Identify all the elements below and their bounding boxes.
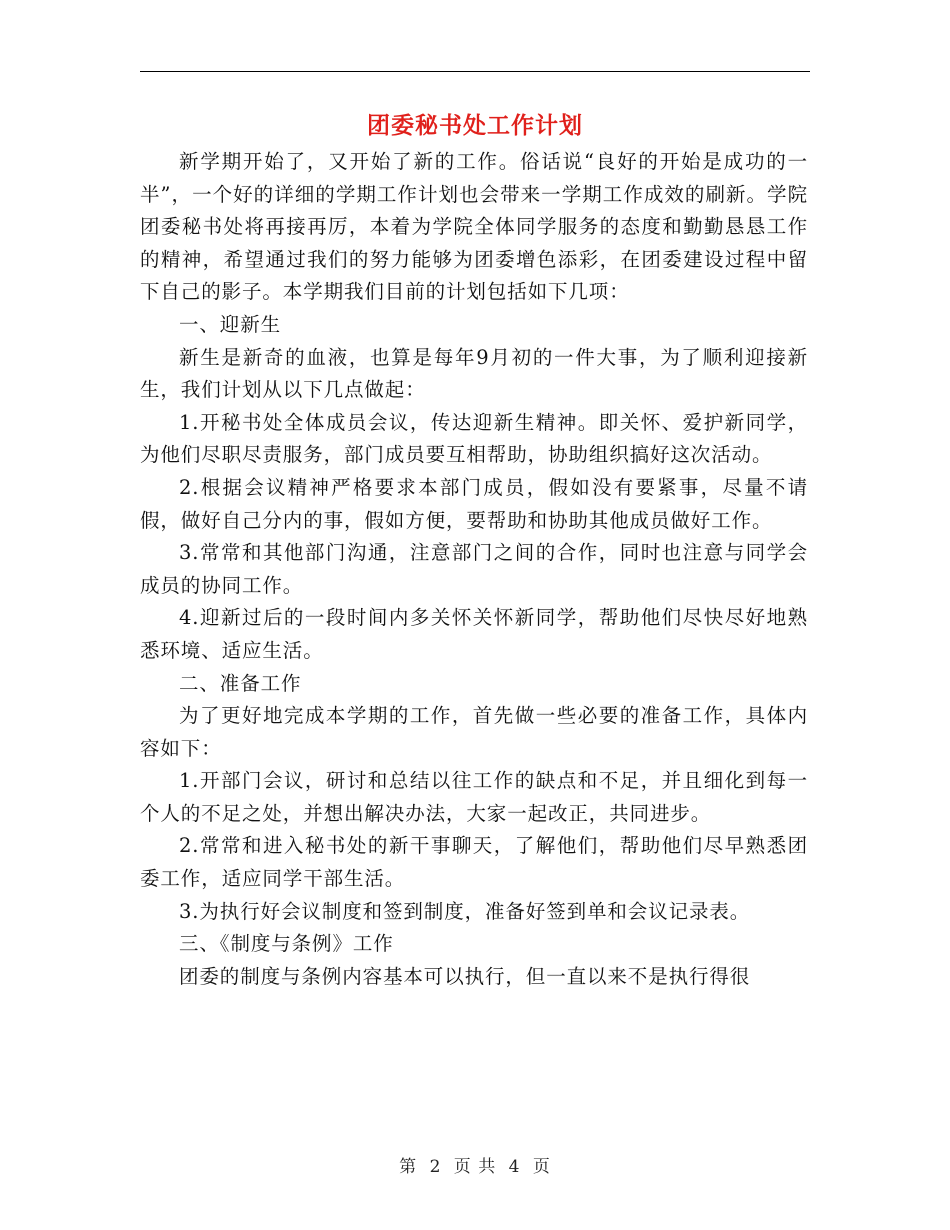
body-paragraph: 团委的制度与条例内容基本可以执行，但一直以来不是执行得很 — [179, 964, 751, 988]
document-body — [140, 146, 808, 993]
list-item: 3.常常和其他部门沟通，注意部门之间的合作，同时也注意与同学会成员的协同工作。 — [140, 541, 808, 597]
list-item: 1.开秘书处全体成员会议，传达迎新生精神。即关怀、爱护新同学，为他们尽职尽责服务，部门成员要互相帮助，协助组织搞好这次活动。 — [140, 410, 808, 467]
total-pages-number: 4 — [508, 1157, 521, 1177]
header-rule — [140, 71, 810, 72]
list-item: 1.开部门会议，研讨和总结以往工作的缺点和不足，并且细化到每一个人的不足之处，并想出解决办法，大家一起改正，共同进步。 — [140, 769, 808, 825]
body-paragraph: 新生是新奇的血液，也算是每年9月初的一件大事，为了顺利迎接新生，我们计划从以下几点做起： — [140, 345, 808, 402]
page-footer — [0, 1152, 950, 1177]
intro-paragraph: 新学期开始了，又开始了新的工作。俗话说“良好的开始是成功的一半”，一个好的详细的学期工作计划也会带来一学期工作成效的刷新。学院团委秘书处将再接再厉，本着为学院全体同学服务的态度和勤勤恳恳工作的精神，希望通过我们的努力能够为团委增色添彩，在团委建设过程中留下自己的影子。本学期我们目前的计划包括如下几项： — [140, 150, 808, 304]
body-paragraph: 为了更好地完成本学期的工作，首先做一些必要的准备工作，具体内容如下： — [140, 704, 808, 760]
section-heading-3: 三、《制度与条例》工作 — [179, 932, 394, 956]
list-item: 4.迎新过后的一段时间内多关怀关怀新同学，帮助他们尽快尽好地熟悉环境、适应生活。 — [140, 606, 808, 662]
list-item: 3.为执行好会议制度和签到制度，准备好签到单和会议记录表。 — [179, 899, 751, 923]
list-item: 2.根据会议精神严格要求本部门成员，假如没有要紧事，尽量不请假，做好自己分内的事，假如方便，要帮助和协助其他成员做好工作。 — [140, 475, 808, 532]
document-title: 团委秘书处工作计划 — [367, 112, 583, 139]
section-heading-2: 二、准备工作 — [179, 671, 302, 695]
footer-middle: 页 共 — [453, 1157, 497, 1177]
current-page-number: 2 — [429, 1157, 442, 1177]
list-item: 2.常常和进入秘书处的新干事聊天，了解他们，帮助他们尽早熟悉团委工作，适应同学干部生活。 — [140, 834, 808, 891]
footer-prefix: 第 — [399, 1157, 418, 1177]
footer-suffix: 页 — [532, 1157, 551, 1177]
section-heading-1: 一、迎新生 — [179, 312, 282, 336]
